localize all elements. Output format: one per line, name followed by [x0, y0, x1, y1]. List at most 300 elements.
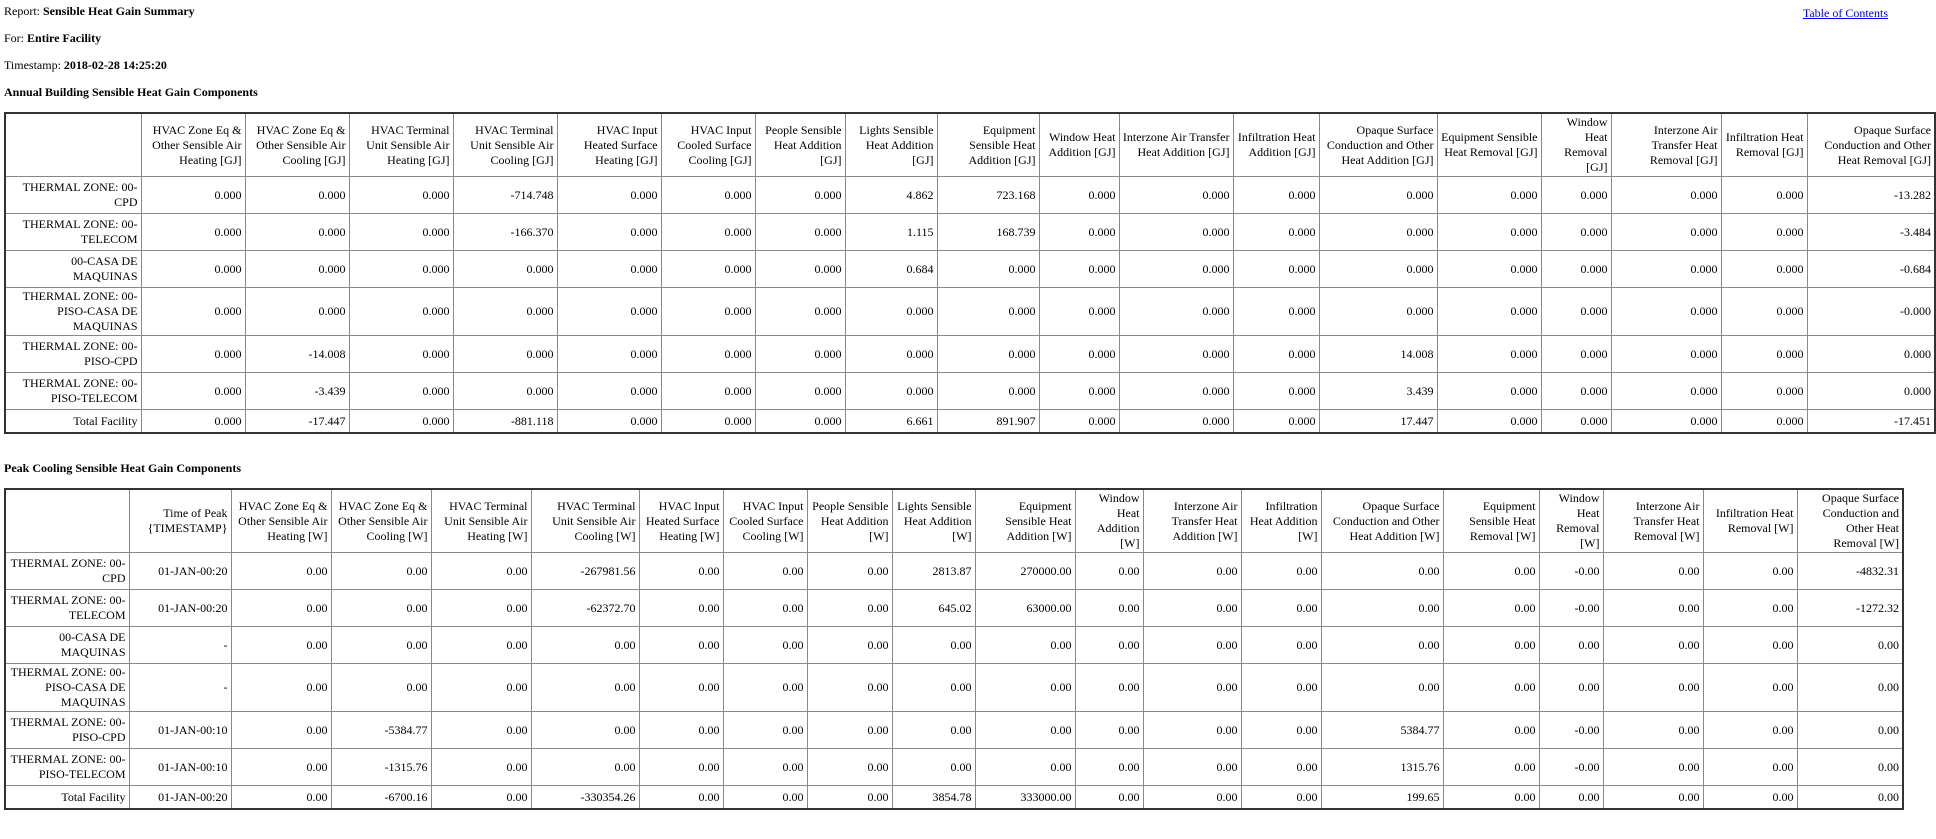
table-cell: 0.000: [1319, 288, 1437, 336]
report-line: [4, 4, 1888, 18]
column-header: HVAC Terminal Unit Sensible Air Heating [GJ]: [349, 113, 453, 177]
table-cell: 0.000: [245, 214, 349, 251]
table-cell: 0.000: [557, 288, 661, 336]
table-cell: 01-JAN-00:20: [129, 590, 231, 627]
table-cell: 0.00: [1603, 786, 1703, 810]
table-row: [5, 627, 1903, 664]
table-cell: 0.000: [1119, 214, 1233, 251]
table-cell: 0.000: [1541, 214, 1611, 251]
table-cell: -6700.16: [331, 786, 431, 810]
table-cell: 0.00: [531, 749, 639, 786]
table-cell: 0.000: [755, 251, 845, 288]
table-cell: 0.000: [1437, 251, 1541, 288]
table-cell: 01-JAN-00:20: [129, 786, 231, 810]
column-header: HVAC Zone Eq & Other Sensible Air Cooling [W]: [331, 489, 431, 553]
column-header: Opaque Surface Conduction and Other Heat Removal [GJ]: [1807, 113, 1935, 177]
table-cell: -: [129, 627, 231, 664]
table-cell: 0.000: [661, 214, 755, 251]
table-cell: 0.000: [661, 410, 755, 434]
column-header: Window Heat Addition [W]: [1075, 489, 1143, 553]
table-cell: 0.00: [1443, 627, 1539, 664]
table-cell: 0.00: [892, 627, 975, 664]
table-cell: 0.00: [1075, 553, 1143, 590]
table-cell: 0.00: [1603, 627, 1703, 664]
table-cell: -0.00: [1539, 553, 1603, 590]
table-cell: 0.00: [1797, 712, 1903, 749]
table-cell: 0.00: [1143, 786, 1241, 810]
table-cell: 0.00: [1443, 712, 1539, 749]
table-cell: 0.000: [1039, 288, 1119, 336]
table-row: [5, 177, 1935, 214]
table-cell: 0.00: [1143, 664, 1241, 712]
table-cell: 0.00: [723, 553, 807, 590]
table-cell: 0.00: [1321, 664, 1443, 712]
table-cell: 0.000: [141, 214, 245, 251]
table-cell: 0.00: [1703, 590, 1797, 627]
table-cell: 0.000: [755, 177, 845, 214]
table-cell: 0.00: [1241, 712, 1321, 749]
table-cell: 0.00: [723, 627, 807, 664]
table-row: [5, 664, 1903, 712]
column-header: Equipment Sensible Heat Addition [GJ]: [937, 113, 1039, 177]
table-cell: 0.000: [349, 214, 453, 251]
row-label: THERMAL ZONE: 00-TELECOM: [5, 590, 129, 627]
table-cell: 0.00: [1797, 786, 1903, 810]
table-row: [5, 786, 1903, 810]
table-cell: 0.00: [1075, 590, 1143, 627]
column-header: HVAC Terminal Unit Sensible Air Cooling [GJ]: [453, 113, 557, 177]
table-cell: 168.739: [937, 214, 1039, 251]
table-cell: 0.00: [1241, 590, 1321, 627]
table-cell: 0.00: [639, 627, 723, 664]
header-corner-cell: [5, 489, 129, 553]
for-value: Entire Facility: [27, 31, 102, 45]
table-cell: 0.000: [1039, 214, 1119, 251]
table-cell: 0.000: [245, 251, 349, 288]
table-cell: 0.000: [1437, 288, 1541, 336]
table-cell: 0.000: [1721, 214, 1807, 251]
table-cell: 0.000: [661, 336, 755, 373]
table-cell: 0.000: [1039, 251, 1119, 288]
peak-cooling-heat-gain-table: [4, 488, 1904, 810]
table-cell: 0.000: [453, 373, 557, 410]
table-cell: 0.00: [1143, 712, 1241, 749]
table-cell: 0.00: [231, 749, 331, 786]
table-cell: 0.00: [1603, 590, 1703, 627]
table-cell: 0.000: [141, 373, 245, 410]
table-cell: 0.000: [349, 177, 453, 214]
table-cell: 0.000: [141, 288, 245, 336]
table-cell: 0.00: [807, 553, 892, 590]
row-label: Total Facility: [5, 410, 141, 434]
for-label: For:: [4, 31, 25, 45]
table-row: [5, 373, 1935, 410]
row-label: 00-CASA DE MAQUINAS: [5, 627, 129, 664]
table-cell: 14.008: [1319, 336, 1437, 373]
table-cell: 0.000: [557, 214, 661, 251]
table-cell: 0.00: [723, 664, 807, 712]
column-header: Equipment Sensible Heat Removal [GJ]: [1437, 113, 1541, 177]
table-cell: 0.00: [807, 712, 892, 749]
table-cell: 0.000: [141, 410, 245, 434]
table-cell: 0.00: [639, 749, 723, 786]
table-cell: 0.00: [1241, 786, 1321, 810]
column-header: HVAC Input Cooled Surface Cooling [W]: [723, 489, 807, 553]
row-label: Total Facility: [5, 786, 129, 810]
table-cell: 0.00: [331, 664, 431, 712]
column-header: Interzone Air Transfer Heat Addition [W]: [1143, 489, 1241, 553]
row-label: THERMAL ZONE: 00-CPD: [5, 177, 141, 214]
table-cell: 0.000: [1233, 251, 1319, 288]
column-header: Window Heat Removal [GJ]: [1541, 113, 1611, 177]
table-cell: 0.00: [1443, 749, 1539, 786]
table-cell: 0.00: [1603, 749, 1703, 786]
table-cell: -3.484: [1807, 214, 1935, 251]
table-cell: 0.00: [431, 712, 531, 749]
table-cell: 0.000: [661, 373, 755, 410]
column-header: Interzone Air Transfer Heat Addition [GJ]: [1119, 113, 1233, 177]
column-header: Infiltration Heat Removal [W]: [1703, 489, 1797, 553]
table-cell: 0.000: [661, 177, 755, 214]
table-row: [5, 590, 1903, 627]
table-cell: 0.000: [141, 336, 245, 373]
table-cell: 0.00: [1075, 664, 1143, 712]
table-cell: -0.000: [1807, 288, 1935, 336]
table-cell: 645.02: [892, 590, 975, 627]
table-cell: 0.00: [231, 553, 331, 590]
table-cell: 0.00: [431, 627, 531, 664]
table-cell: 1315.76: [1321, 749, 1443, 786]
column-header: Infiltration Heat Addition [GJ]: [1233, 113, 1319, 177]
table-cell: 0.000: [1233, 373, 1319, 410]
table-cell: -1315.76: [331, 749, 431, 786]
table-cell: 0.00: [431, 786, 531, 810]
table-cell: 0.000: [1721, 288, 1807, 336]
row-label: THERMAL ZONE: 00-PISO-TELECOM: [5, 749, 129, 786]
table-cell: 0.00: [975, 749, 1075, 786]
table-cell: 0.000: [1721, 410, 1807, 434]
table-cell: -5384.77: [331, 712, 431, 749]
table-cell: 0.000: [755, 214, 845, 251]
table-cell: 0.000: [1611, 177, 1721, 214]
table-cell: 0.000: [1541, 336, 1611, 373]
table-cell: 0.000: [937, 373, 1039, 410]
column-header: HVAC Input Heated Surface Heating [GJ]: [557, 113, 661, 177]
table-cell: 0.00: [892, 749, 975, 786]
table-cell: 0.00: [1539, 664, 1603, 712]
table-cell: 0.000: [1611, 214, 1721, 251]
annual-section-title: Annual Building Sensible Heat Gain Components: [4, 85, 258, 99]
peak-section-title: Peak Cooling Sensible Heat Gain Components: [4, 461, 242, 475]
table-cell: 0.00: [723, 786, 807, 810]
table-row: [5, 214, 1935, 251]
table-cell: 0.00: [892, 664, 975, 712]
table-cell: 0.00: [807, 786, 892, 810]
table-cell: 0.000: [557, 177, 661, 214]
table-cell: 0.00: [1703, 749, 1797, 786]
table-cell: 0.00: [231, 590, 331, 627]
table-cell: 0.000: [245, 288, 349, 336]
table-cell: 0.000: [1437, 336, 1541, 373]
table-cell: 0.000: [557, 336, 661, 373]
table-cell: 0.00: [723, 712, 807, 749]
table-cell: 0.00: [639, 786, 723, 810]
table-cell: 891.907: [937, 410, 1039, 434]
table-cell: 0.00: [807, 664, 892, 712]
column-header: Infiltration Heat Addition [W]: [1241, 489, 1321, 553]
table-cell: 0.000: [1319, 214, 1437, 251]
column-header: HVAC Input Cooled Surface Cooling [GJ]: [661, 113, 755, 177]
column-header: Lights Sensible Heat Addition [GJ]: [845, 113, 937, 177]
header-corner-cell: [5, 113, 141, 177]
column-header: Opaque Surface Conduction and Other Heat Addition [GJ]: [1319, 113, 1437, 177]
table-cell: 0.00: [231, 627, 331, 664]
table-cell: 0.00: [1703, 786, 1797, 810]
table-cell: 0.000: [1039, 177, 1119, 214]
table-cell: 0.00: [1075, 749, 1143, 786]
table-cell: 0.00: [1603, 712, 1703, 749]
table-cell: -14.008: [245, 336, 349, 373]
table-cell: 0.00: [807, 749, 892, 786]
table-cell: -714.748: [453, 177, 557, 214]
table-cell: 0.00: [975, 712, 1075, 749]
table-cell: 0.000: [1319, 177, 1437, 214]
table-cell: 0.00: [231, 664, 331, 712]
column-header: Window Heat Removal [W]: [1539, 489, 1603, 553]
table-cell: 0.000: [141, 177, 245, 214]
annual-heat-gain-table: [4, 112, 1936, 434]
table-cell: 0.000: [1611, 288, 1721, 336]
row-label: THERMAL ZONE: 00-PISO-CASA DE MAQUINAS: [5, 664, 129, 712]
table-cell: 0.00: [331, 590, 431, 627]
table-cell: 0.000: [1319, 251, 1437, 288]
table-cell: 0.000: [349, 410, 453, 434]
table-cell: 0.00: [1703, 553, 1797, 590]
table-row: [5, 712, 1903, 749]
for-line: [4, 31, 1888, 45]
table-cell: 0.000: [1437, 410, 1541, 434]
table-cell: 0.000: [557, 373, 661, 410]
table-cell: 0.00: [1603, 664, 1703, 712]
table-cell: 0.000: [1541, 373, 1611, 410]
table-cell: 0.000: [661, 251, 755, 288]
table-cell: 0.000: [937, 336, 1039, 373]
table-cell: 0.00: [1443, 553, 1539, 590]
table-cell: -881.118: [453, 410, 557, 434]
table-cell: 0.00: [807, 627, 892, 664]
table-cell: 0.000: [349, 336, 453, 373]
table-cell: 0.00: [639, 590, 723, 627]
column-header: People Sensible Heat Addition [GJ]: [755, 113, 845, 177]
row-label: THERMAL ZONE: 00-PISO-CASA DE MAQUINAS: [5, 288, 141, 336]
table-cell: 0.00: [1143, 749, 1241, 786]
table-cell: -17.447: [245, 410, 349, 434]
table-cell: 0.000: [1541, 251, 1611, 288]
table-row: [5, 749, 1903, 786]
table-row: [5, 410, 1935, 434]
table-cell: 0.000: [1541, 177, 1611, 214]
table-of-contents-link[interactable]: Table of Contents: [1802, 6, 1888, 20]
table-cell: 0.000: [1611, 251, 1721, 288]
table-cell: 0.00: [331, 627, 431, 664]
table-cell: 0.000: [453, 251, 557, 288]
column-header: People Sensible Heat Addition [W]: [807, 489, 892, 553]
table-cell: 723.168: [937, 177, 1039, 214]
table-cell: -62372.70: [531, 590, 639, 627]
table-cell: 0.00: [1241, 664, 1321, 712]
row-label: THERMAL ZONE: 00-TELECOM: [5, 214, 141, 251]
table-cell: -4832.31: [1797, 553, 1903, 590]
table-cell: 0.000: [755, 410, 845, 434]
table-cell: 0.000: [453, 288, 557, 336]
column-header: Lights Sensible Heat Addition [W]: [892, 489, 975, 553]
column-header: Opaque Surface Conduction and Other Heat Addition [W]: [1321, 489, 1443, 553]
timestamp-line: [4, 58, 1888, 72]
table-cell: -1272.32: [1797, 590, 1903, 627]
column-header: HVAC Input Heated Surface Heating [W]: [639, 489, 723, 553]
table-cell: 0.00: [531, 627, 639, 664]
table-cell: 0.000: [1119, 288, 1233, 336]
table-cell: -3.439: [245, 373, 349, 410]
table-cell: 0.000: [1611, 410, 1721, 434]
table-cell: -267981.56: [531, 553, 639, 590]
table-cell: 0.000: [1119, 373, 1233, 410]
column-header: Equipment Sensible Heat Addition [W]: [975, 489, 1075, 553]
report-label: Report:: [4, 4, 40, 18]
table-header-row: [5, 489, 1903, 553]
table-cell: 01-JAN-00:20: [129, 553, 231, 590]
table-cell: 0.000: [141, 251, 245, 288]
table-cell: 0.00: [1241, 627, 1321, 664]
table-cell: 270000.00: [975, 553, 1075, 590]
column-header: Infiltration Heat Removal [GJ]: [1721, 113, 1807, 177]
table-cell: 0.000: [1541, 288, 1611, 336]
table-cell: 0.000: [557, 251, 661, 288]
table-cell: 0.000: [1541, 410, 1611, 434]
table-cell: 0.00: [1241, 553, 1321, 590]
table-cell: 0.00: [231, 786, 331, 810]
table-cell: 0.000: [1233, 410, 1319, 434]
table-cell: 0.00: [1797, 664, 1903, 712]
table-cell: 0.000: [1611, 336, 1721, 373]
table-cell: 0.000: [1233, 288, 1319, 336]
table-row: [5, 288, 1935, 336]
table-cell: 0.000: [1119, 410, 1233, 434]
table-cell: 0.000: [1437, 177, 1541, 214]
table-cell: 0.000: [1721, 177, 1807, 214]
report-name: Sensible Heat Gain Summary: [43, 4, 195, 18]
table-row: [5, 336, 1935, 373]
table-cell: 01-JAN-00:10: [129, 712, 231, 749]
column-header: Time of Peak {TIMESTAMP}: [129, 489, 231, 553]
table-cell: 1.115: [845, 214, 937, 251]
table-cell: -0.00: [1539, 712, 1603, 749]
table-cell: 6.661: [845, 410, 937, 434]
table-cell: 0.000: [1233, 177, 1319, 214]
table-cell: 0.00: [1603, 553, 1703, 590]
column-header: Equipment Sensible Heat Removal [W]: [1443, 489, 1539, 553]
table-cell: -13.282: [1807, 177, 1935, 214]
table-cell: 0.00: [1143, 590, 1241, 627]
table-cell: 0.00: [231, 712, 331, 749]
table-cell: 0.000: [1233, 214, 1319, 251]
table-cell: 0.000: [557, 410, 661, 434]
table-cell: 0.00: [1321, 590, 1443, 627]
table-cell: -: [129, 664, 231, 712]
table-cell: 0.000: [937, 288, 1039, 336]
table-cell: 0.00: [1443, 664, 1539, 712]
table-cell: 0.00: [807, 590, 892, 627]
table-cell: 0.00: [431, 749, 531, 786]
table-cell: 0.000: [1807, 373, 1935, 410]
table-cell: 0.00: [892, 712, 975, 749]
table-cell: 0.00: [1075, 786, 1143, 810]
column-header: HVAC Zone Eq & Other Sensible Air Cooling [GJ]: [245, 113, 349, 177]
table-cell: 0.000: [1119, 177, 1233, 214]
table-cell: 0.00: [431, 664, 531, 712]
table-cell: 0.00: [1539, 786, 1603, 810]
row-label: THERMAL ZONE: 00-PISO-TELECOM: [5, 373, 141, 410]
table-cell: 0.00: [1075, 627, 1143, 664]
column-header: HVAC Terminal Unit Sensible Air Heating [W]: [431, 489, 531, 553]
table-cell: -0.00: [1539, 749, 1603, 786]
table-cell: 0.000: [1039, 336, 1119, 373]
table-cell: 0.00: [639, 553, 723, 590]
table-cell: -17.451: [1807, 410, 1935, 434]
table-cell: 3.439: [1319, 373, 1437, 410]
column-header: HVAC Zone Eq & Other Sensible Air Heating [W]: [231, 489, 331, 553]
table-cell: 0.00: [1703, 664, 1797, 712]
table-cell: 0.000: [1119, 251, 1233, 288]
table-cell: 0.000: [755, 373, 845, 410]
table-cell: 0.00: [1075, 712, 1143, 749]
table-cell: 0.00: [1241, 749, 1321, 786]
column-header: Window Heat Addition [GJ]: [1039, 113, 1119, 177]
row-label: THERMAL ZONE: 00-CPD: [5, 553, 129, 590]
table-cell: 0.00: [531, 664, 639, 712]
table-cell: 333000.00: [975, 786, 1075, 810]
table-cell: 0.00: [1703, 712, 1797, 749]
table-cell: 0.00: [975, 664, 1075, 712]
column-header: HVAC Terminal Unit Sensible Air Cooling [W]: [531, 489, 639, 553]
table-cell: 0.00: [1797, 749, 1903, 786]
column-header: Interzone Air Transfer Heat Removal [GJ]: [1611, 113, 1721, 177]
table-cell: 3854.78: [892, 786, 975, 810]
table-cell: 0.00: [975, 627, 1075, 664]
table-cell: 0.000: [349, 251, 453, 288]
table-cell: 0.00: [639, 712, 723, 749]
table-cell: 2813.87: [892, 553, 975, 590]
table-cell: 4.862: [845, 177, 937, 214]
table-cell: 0.000: [1721, 336, 1807, 373]
table-cell: 0.000: [1119, 336, 1233, 373]
table-row: [5, 251, 1935, 288]
table-cell: 0.00: [723, 749, 807, 786]
table-cell: 0.00: [431, 553, 531, 590]
table-cell: 0.00: [1321, 627, 1443, 664]
row-label: 00-CASA DE MAQUINAS: [5, 251, 141, 288]
table-cell: 0.684: [845, 251, 937, 288]
table-cell: 0.00: [1797, 627, 1903, 664]
table-cell: 0.000: [1039, 410, 1119, 434]
timestamp-label: Timestamp:: [4, 58, 61, 72]
column-header: HVAC Zone Eq & Other Sensible Air Heating [GJ]: [141, 113, 245, 177]
table-row: [5, 553, 1903, 590]
table-cell: 0.00: [639, 664, 723, 712]
table-cell: 17.447: [1319, 410, 1437, 434]
table-cell: 0.000: [1039, 373, 1119, 410]
table-cell: 0.000: [845, 336, 937, 373]
